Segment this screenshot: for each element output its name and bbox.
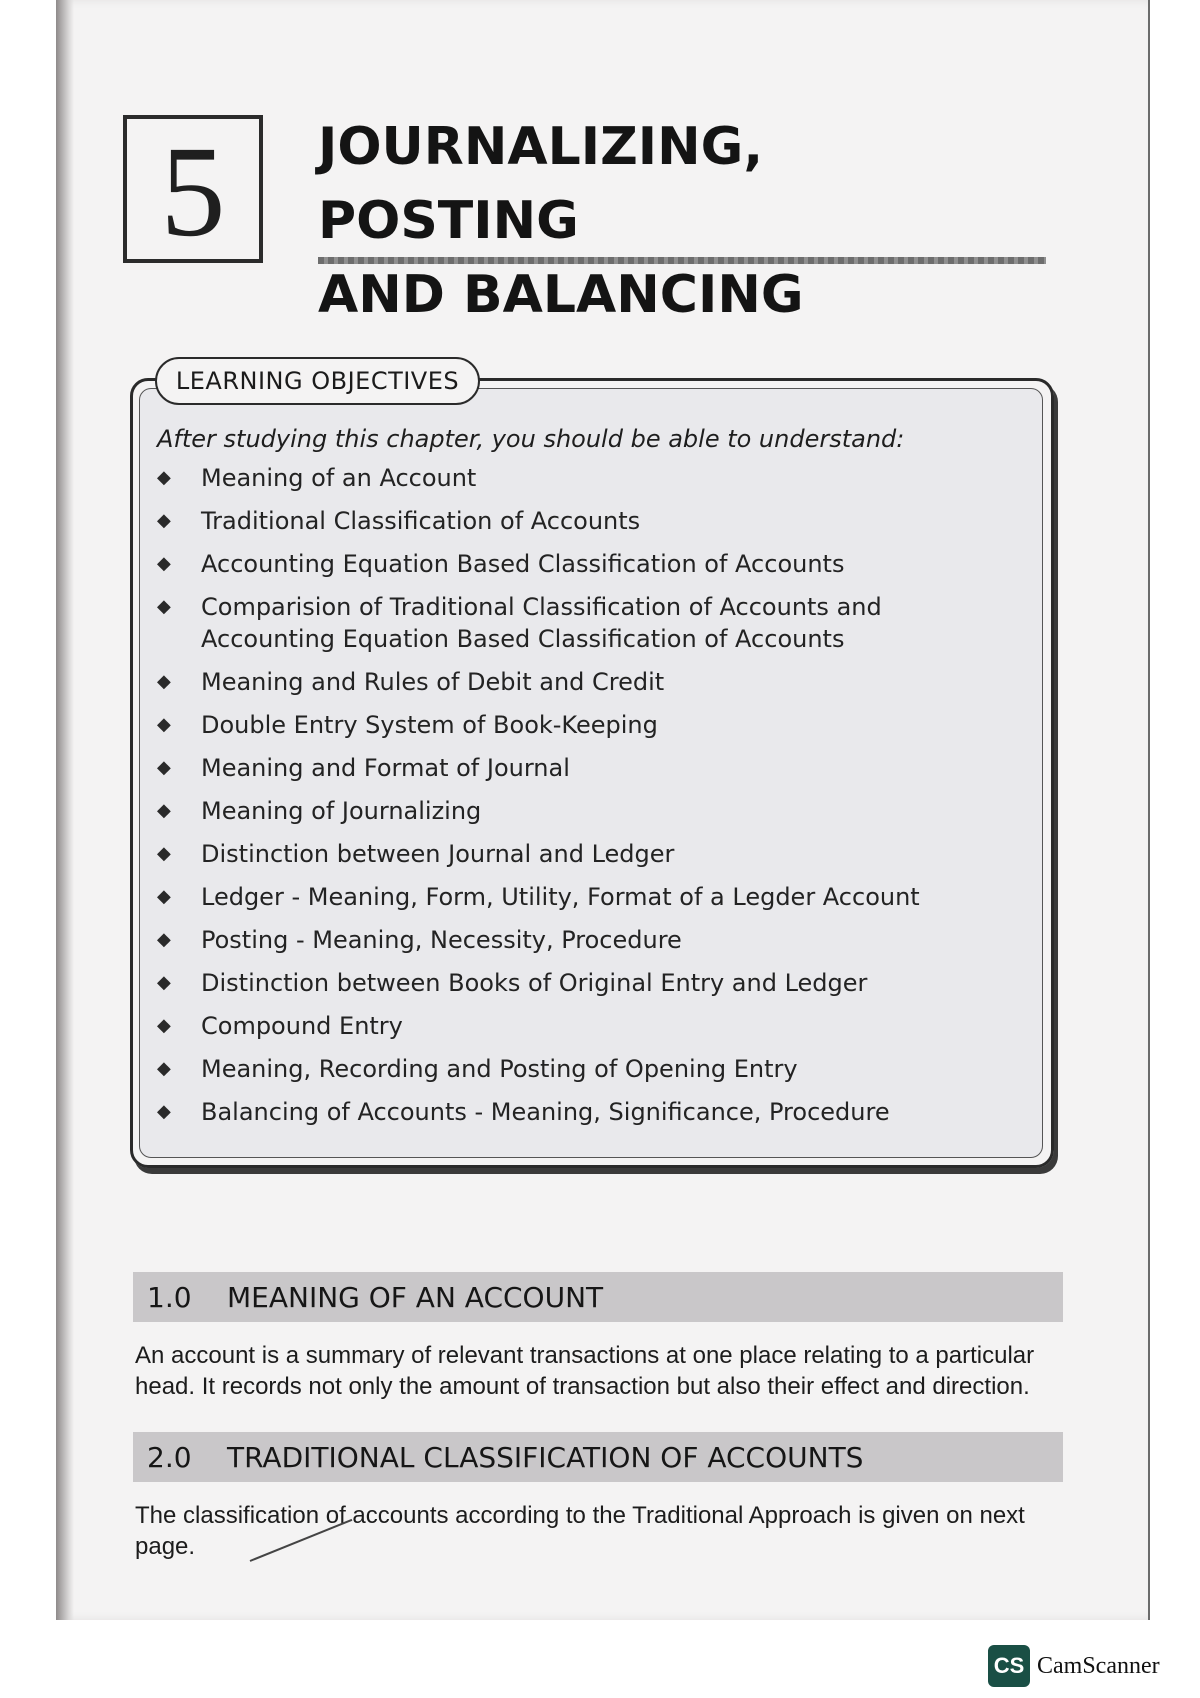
diamond-bullet-icon: ◆ bbox=[157, 671, 171, 692]
section-heading-1 bbox=[133, 1272, 1063, 1322]
diamond-bullet-icon: ◆ bbox=[157, 800, 171, 821]
learning-objectives-tab bbox=[155, 357, 480, 405]
list-item: ◆ Distinction between Books of Original Entry and Ledger bbox=[157, 969, 868, 997]
list-item: ◆ Meaning and Rules of Debit and Credit bbox=[157, 668, 665, 696]
list-item: ◆ Posting - Meaning, Necessity, Procedure bbox=[157, 926, 682, 954]
learning-objectives-list bbox=[157, 462, 1017, 1139]
chapter-number: 5 bbox=[160, 120, 226, 264]
diamond-bullet-icon: ◆ bbox=[157, 757, 171, 778]
diamond-bullet-icon: ◆ bbox=[157, 467, 171, 488]
diamond-bullet-icon: ◆ bbox=[157, 929, 171, 950]
list-item: ◆ Meaning and Format of Journal bbox=[157, 754, 570, 782]
section-number: 1.0 bbox=[147, 1280, 192, 1314]
diamond-bullet-icon: ◆ bbox=[157, 1058, 171, 1079]
list-item: ◆ Comparision of Traditional Classification of Accounts and Accounting Equation Based Classification of Accounts bbox=[157, 593, 882, 653]
list-item: ◆ Meaning of Journalizing bbox=[157, 797, 482, 825]
list-item: ◆ Accounting Equation Based Classification of Accounts bbox=[157, 550, 845, 578]
section-title: MEANING OF AN ACCOUNT bbox=[227, 1280, 604, 1314]
diamond-bullet-icon: ◆ bbox=[157, 510, 171, 531]
diamond-bullet-icon: ◆ bbox=[157, 972, 171, 993]
diamond-bullet-icon: ◆ bbox=[157, 1015, 171, 1036]
camscanner-logo-icon: CS bbox=[988, 1645, 1030, 1687]
diamond-bullet-icon: ◆ bbox=[157, 1101, 171, 1122]
section-paragraph-1: An account is a summary of relevant transactions at one place relating to a particular head. It records not only the amount of transaction but also their effect and direction. bbox=[135, 1342, 1035, 1400]
list-item: ◆ Meaning of an Account bbox=[157, 464, 477, 492]
list-item: ◆ Ledger - Meaning, Form, Utility, Format of a Legder Account bbox=[157, 883, 920, 911]
list-item: ◆ Balancing of Accounts - Meaning, Significance, Procedure bbox=[157, 1098, 890, 1126]
diamond-bullet-icon: ◆ bbox=[157, 886, 171, 907]
list-item: ◆ Compound Entry bbox=[157, 1012, 403, 1040]
learning-objectives-heading: LEARNING OBJECTIVES bbox=[175, 367, 460, 395]
chapter-number-box bbox=[123, 115, 263, 263]
list-item: ◆ Traditional Classification of Accounts bbox=[157, 507, 641, 535]
list-item: ◆ Meaning, Recording and Posting of Opening Entry bbox=[157, 1055, 798, 1083]
section-heading-2 bbox=[133, 1432, 1063, 1482]
diamond-bullet-icon: ◆ bbox=[157, 596, 171, 617]
page-binding-shadow bbox=[56, 0, 74, 1620]
section-paragraph-2: The classification of accounts according to the Traditional Approach is given on next page. bbox=[135, 1502, 1025, 1560]
chapter-title bbox=[318, 110, 1018, 332]
learning-objectives-intro: After studying this chapter, you should be able to understand: bbox=[157, 425, 905, 453]
diamond-bullet-icon: ◆ bbox=[157, 714, 171, 735]
camscanner-label: CamScanner bbox=[1037, 1653, 1160, 1679]
section-number: 2.0 bbox=[147, 1440, 192, 1474]
title-underline bbox=[318, 257, 1046, 264]
list-item: ◆ Double Entry System of Book-Keeping bbox=[157, 711, 658, 739]
list-item: ◆ Distinction between Journal and Ledger bbox=[157, 840, 675, 868]
chapter-title-line-2: AND BALANCING bbox=[318, 265, 804, 325]
section-title: TRADITIONAL CLASSIFICATION OF ACCOUNTS bbox=[227, 1440, 864, 1474]
chapter-title-line-1: JOURNALIZING, POSTING bbox=[318, 117, 764, 251]
diamond-bullet-icon: ◆ bbox=[157, 843, 171, 864]
diamond-bullet-icon: ◆ bbox=[157, 553, 171, 574]
